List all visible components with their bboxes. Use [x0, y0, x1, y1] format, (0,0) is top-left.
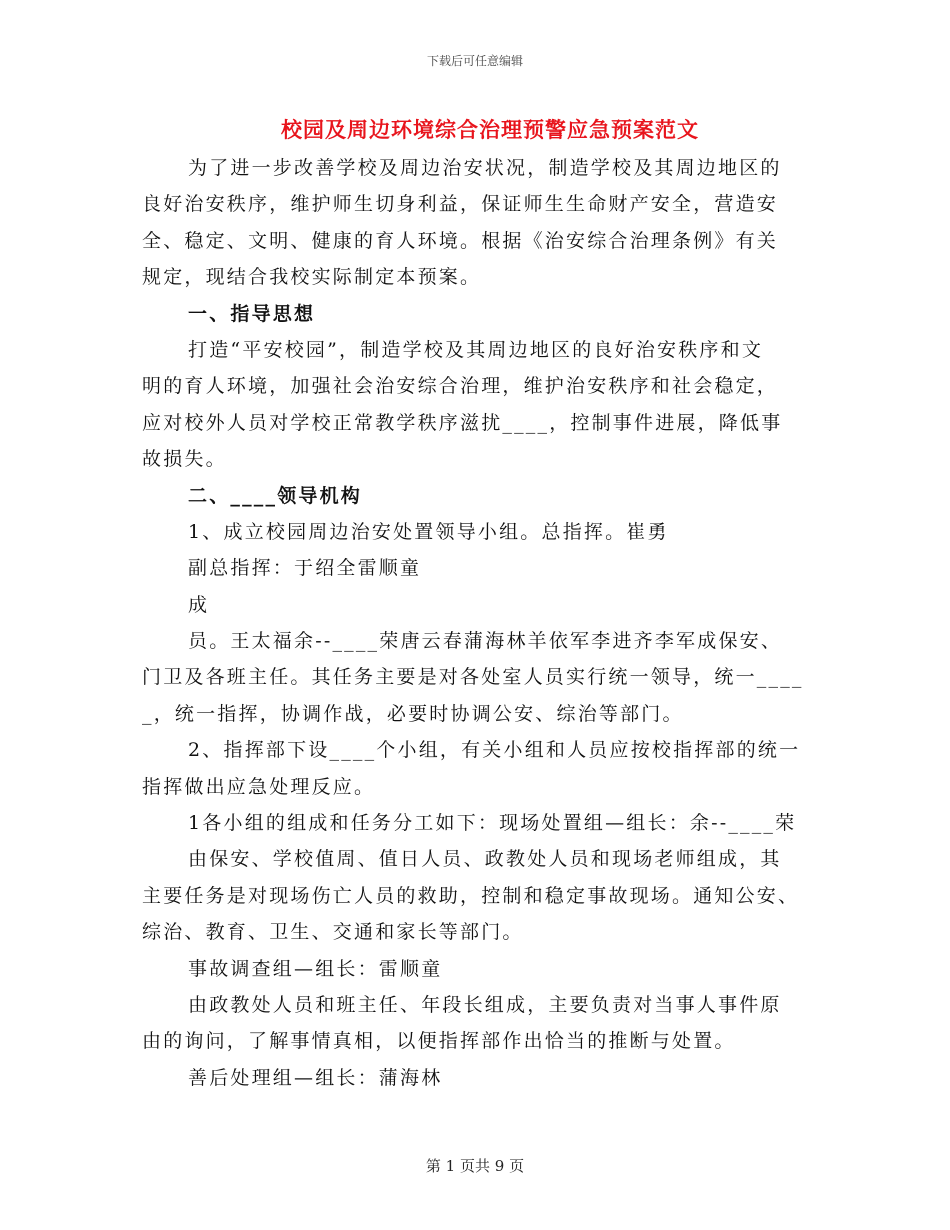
paragraph-line: 1、成立校园周边治安处置领导小组。总指挥。崔勇 — [188, 520, 669, 543]
paragraph-line: 规定，现结合我校实际制定本预案。 — [142, 266, 482, 289]
section-heading: 二、____领导机构 — [188, 484, 363, 507]
paragraph-line: _，统一指挥，协调作战，必要时协调公安、综治等部门。 — [142, 702, 684, 725]
document-title: 校园及周边环境综合治理预警应急预案范文 — [281, 117, 699, 142]
paragraph-line: 主要任务是对现场伤亡人员的救助，控制和稳定事故现场。通知公安、 — [142, 884, 800, 907]
paragraph-line: 指挥做出应急处理反应。 — [142, 775, 376, 798]
section-heading: 一、指导思想 — [188, 302, 316, 325]
paragraph-line: 良好治安秩序，维护师生切身利益，保证师生生命财产安全，营造安 — [142, 193, 779, 216]
paragraph-line: 1各小组的组成和任务分工如下：现场处置组—组长：余--____荣 — [188, 812, 797, 835]
paragraph-line: 门卫及各班主任。其任务主要是对各处室人员实行统一领导，统一____ — [142, 666, 804, 689]
paragraph-line: 全、稳定、文明、健康的育人环境。根据《治安综合治理条例》有关 — [142, 229, 779, 252]
paragraph-line: 员。王太福余--____荣唐云春蒲海林羊依军李进齐李军成保安、 — [188, 630, 783, 653]
paragraph-line: 明的育人环境，加强社会治安综合治理，维护治安秩序和社会稳定， — [142, 375, 779, 398]
document-body — [142, 150, 810, 1096]
paragraph-line: 善后处理组—组长：蒲海林 — [188, 1066, 443, 1089]
paragraph-line: 由政教处人员和班主任、年段长组成，主要负责对当事人事件原 — [188, 993, 782, 1016]
paragraph-line: 故损失。 — [142, 448, 227, 471]
paragraph-line: 由保安、学校值周、值日人员、政教处人员和现场老师组成，其 — [188, 848, 782, 871]
paragraph-line: 综治、教育、卫生、交通和家长等部门。 — [142, 921, 524, 944]
paragraph-line: 由的询问，了解事情真相，以便指挥部作出恰当的推断与处置。 — [142, 1030, 736, 1053]
paragraph-line: 打造“平安校园”，制造学校及其周边地区的良好治安秩序和文 — [188, 338, 764, 361]
page-header: 下载后可任意编辑 — [426, 54, 523, 68]
paragraph-line: 副总指挥：于绍全雷顺童 — [188, 557, 422, 580]
paragraph-line: 为了进一步改善学校及周边治安状况，制造学校及其周边地区的 — [188, 157, 782, 179]
paragraph-line: 成 — [188, 593, 210, 616]
paragraph-line: 事故调查组—组长：雷顺童 — [188, 957, 443, 980]
page-footer: 第 1 页共 9 页 — [425, 1157, 525, 1175]
paragraph-line: 2、指挥部下设____个小组，有关小组和人员应按校指挥部的统一 — [188, 739, 801, 762]
paragraph-line: 应对校外人员对学校正常教学秩序滋扰____，控制事件进展，降低事 — [142, 411, 783, 434]
